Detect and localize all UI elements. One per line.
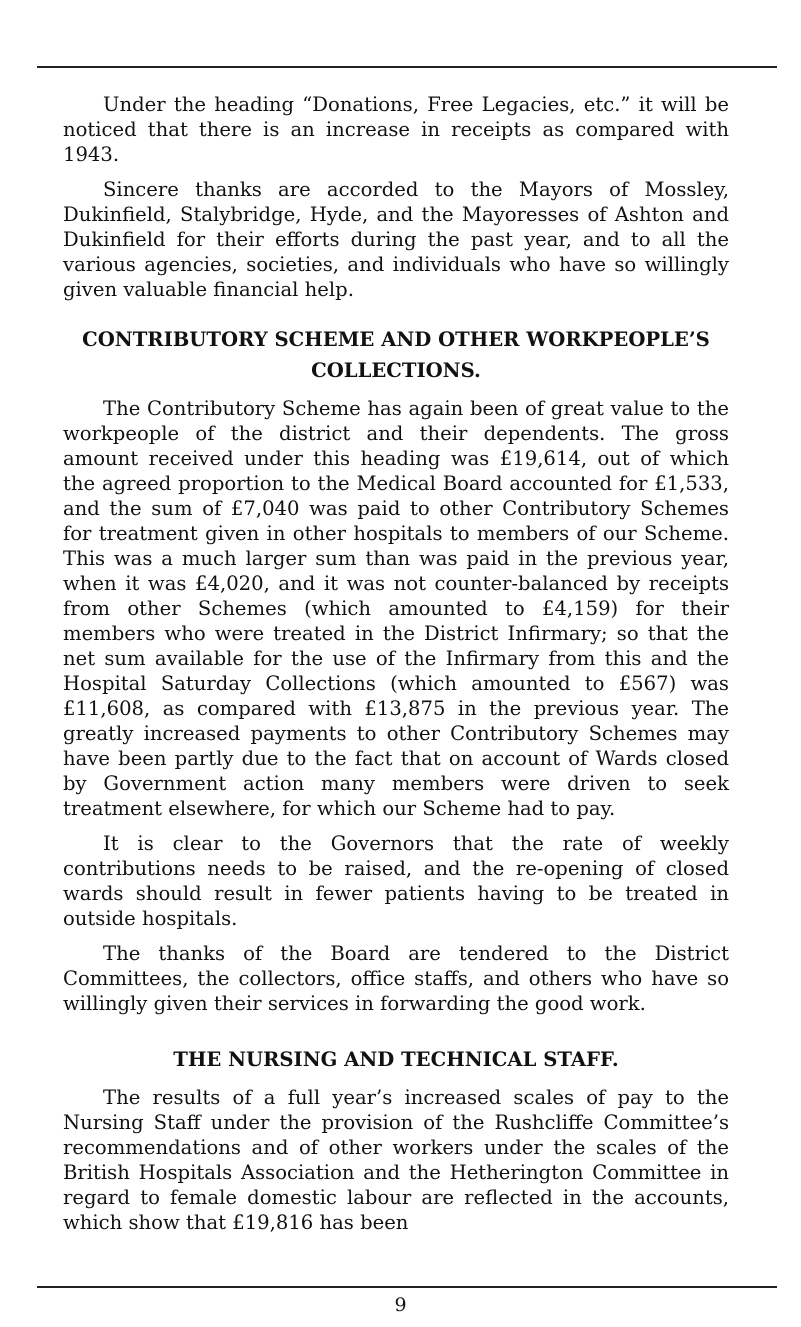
paragraph-donations: Under the heading “Donations, Free Legacies, etc.” it will be noticed that there is an increase in receipts as compared with 1943. bbox=[63, 93, 729, 166]
section-heading-contributory bbox=[63, 324, 729, 386]
section-heading-nursing: THE NURSING AND TECHNICAL STAFF. bbox=[173, 1048, 619, 1071]
paragraph-thanks-mayors: Sincere thanks are accorded to the Mayors of Mossley, Dukinfield, Stalybridge, Hyde, and the Mayoresses of Ashton and Dukinfield for their efforts during the past year, and to all the various agencies, societies, and individuals who have so willingly given valuable financial help. bbox=[63, 178, 729, 301]
document-body bbox=[63, 92, 729, 1245]
heading-line: COLLECTIONS. bbox=[311, 359, 481, 382]
paragraph-weekly-contributions: It is clear to the Governors that the rate of weekly contributions needs to be raised, and the re-opening of closed wards should result in fewer patients having to be treated in outside hospitals. bbox=[63, 832, 729, 930]
heading-line: CONTRIBUTORY SCHEME AND OTHER WORKPEOPLE’S bbox=[82, 328, 710, 351]
paragraph-contributory-scheme: The Contributory Scheme has again been of great value to the workpeople of the district and their dependents. The gross amount received under this heading was £19,614, out of which the agreed proportion to the Medical Board accounted for £1,533, and the sum of £7,040 was paid to other Contributory Schemes for treatment given in other hospitals to members of our Scheme. This was a much larger sum than was paid in the previous year, when it was £4,020, and it was not counter-balanced by receipts from other Schemes (which amounted to £4,159) for their members who were treated in the District Infirmary; so that the net sum available for the use of the Infirmary from this and the Hospital Saturday Collections (which amounted to £567) was £11,608, as compared with £13,875 in the previous year. The greatly increased payments to other Contributory Schemes may have been partly due to the fact that on account of Wards closed by Government action many members were driven to seek treatment elsewhere, for which our Scheme had to pay. bbox=[63, 397, 729, 820]
paragraph-nursing-staff: The results of a full year’s increased scales of pay to the Nursing Staff under the provision of the Rushcliffe Committee’s recommendations and of other workers under the scales of the British Hospitals Association and the Hetherington Committee in regard to female domestic labour are reflected in the accounts, which show that £19,816 has been bbox=[63, 1086, 729, 1234]
page-number: 9 bbox=[394, 1294, 407, 1316]
paragraph-thanks-committees: The thanks of the Board are tendered to the District Committees, the collectors, office staffs, and others who have so willingly given their services in forwarding the good work. bbox=[63, 942, 729, 1015]
